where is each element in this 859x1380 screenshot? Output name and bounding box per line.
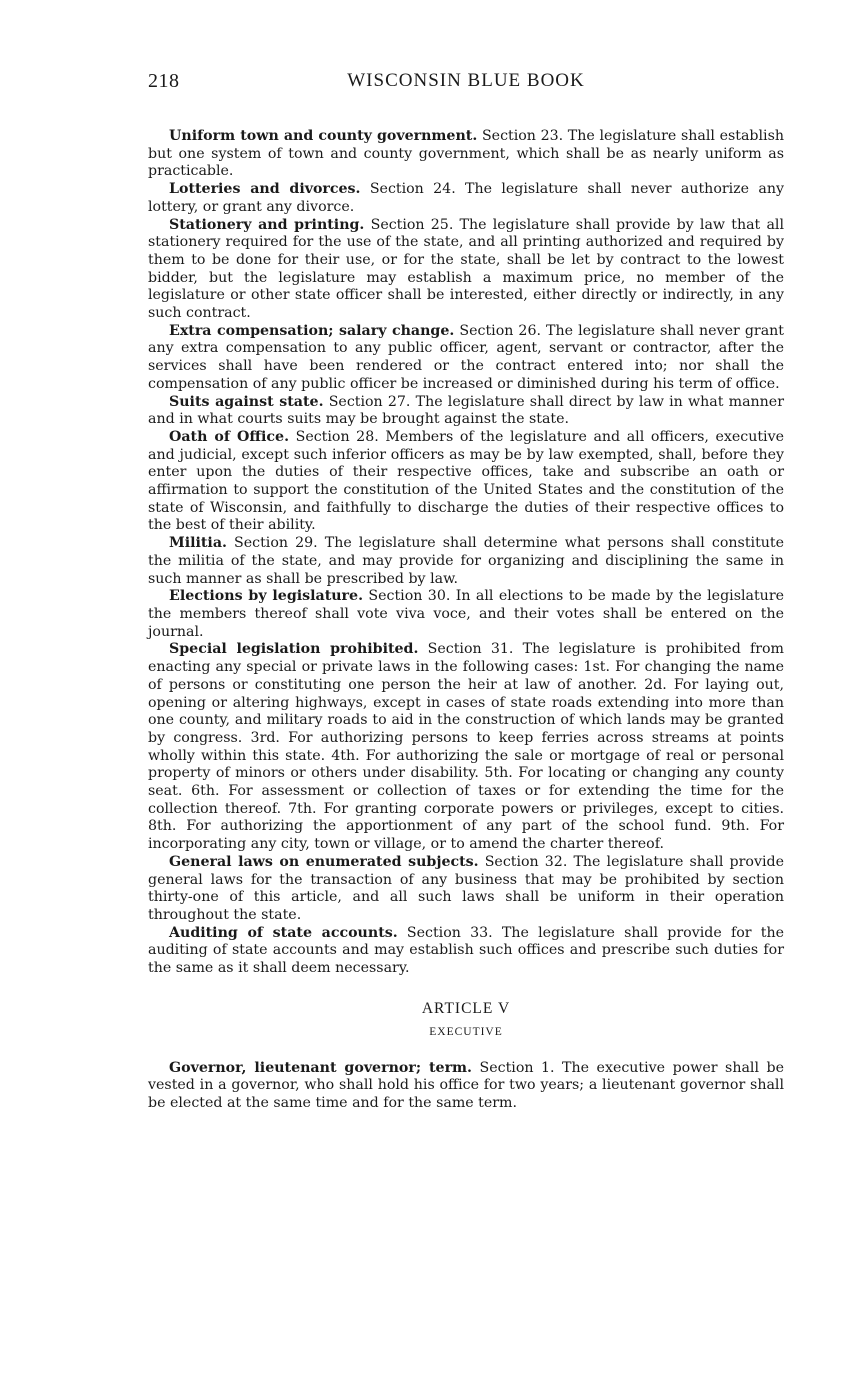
- section-title: Stationery and printing.: [169, 216, 365, 233]
- article-5-section-1: [148, 1060, 784, 1113]
- section-title: Oath of Office.: [169, 428, 290, 445]
- page-number: 218: [148, 70, 180, 92]
- page-header: [148, 66, 784, 96]
- section-26: [148, 323, 784, 394]
- section-title: Uniform town and county government.: [169, 128, 478, 144]
- section-25: [148, 217, 784, 323]
- section-body: Section 30. In all elections to be made by the legislature the members thereof shall vote viva voce, and their votes shall be entered on the journal.: [148, 588, 784, 640]
- section-title: Extra compensation; salary change.: [169, 322, 455, 339]
- section-title: Auditing of state accounts.: [169, 924, 398, 941]
- section-body: Section 29. The legislature shall determine what persons shall constitute the militia of the state, and may provide for organizing and disciplining the same in such manner as shall be prescribed by law.: [148, 535, 785, 587]
- section-body: Section 27. The legislature shall direct by law in what manner and in what courts suits may be brought against the state.: [148, 393, 784, 428]
- article-subheading: EXECUTIVE: [429, 1025, 503, 1038]
- section-title: Elections by legislature.: [169, 588, 364, 605]
- section-body: Section 1. The executive power shall be vested in a governor, who shall hold his office for two years; a lieutenant governor shall be elected at the same time and for the same term.: [148, 1059, 784, 1112]
- section-body: Section 32. The legislature shall provide general laws for the transaction of any business that may be prohibited by section thirty-one of this article, and all such laws shall be uniform in their operation throughout the state.: [148, 853, 784, 923]
- section-body: Section 31. The legislature is prohibited from enacting any special or private laws in the following cases: 1st. For changing the name of persons or constituting one person the heir at law of another. 2d. For laying out, opening or altering highways, except in cases of state roads extending into more than one county, and military roads to aid in the construction of which lands may be granted by congress. 3rd. For authorizing persons to keep ferries across streams at points wholly within this state. 4th. For authorizing the sale or mortgage of real or personal property of minors or others under disability. 5th. For locating or changing any county seat. 6th. For assessment or collection of taxes or for extending the time for the collection thereof. 7th. For granting corporate powers or privileges, except to cities. 8th. For authorizing the apportionment of any part of the school fund. 9th. For incorporating any city, town or village, or to amend the charter thereof.: [148, 641, 785, 853]
- section-body: Section 24. The legislature shall never authorize any lottery, or grant any divorce.: [148, 181, 784, 215]
- running-title: WISCONSIN BLUE BOOK: [347, 70, 585, 91]
- section-title: Suits against state.: [169, 393, 324, 410]
- section-body: Section 33. The legislature shall provide for the auditing of state accounts and may establish such offices and prescribe such duties for the same as it shall deem necessary.: [148, 924, 784, 977]
- article-heading: ARTICLE V: [421, 999, 511, 1017]
- section-body: Section 23. The legislature shall establish but one system of town and county government, which shall be as nearly uniform as practicable.: [148, 128, 784, 180]
- section-24: [148, 181, 784, 216]
- section-title: Governor, lieutenant governor; term.: [169, 1059, 472, 1076]
- section-body: Section 25. The legislature shall provide by law that all stationery required for the use of the state, and all printing authorized and required by them to be done for their use, or for the state, shall be let by contract to the lowest bidder, but the legislature may establish a maximum price, no member of the legislature or other state officer shall be interested, either directly or indirectly, in any such contract.: [148, 216, 784, 322]
- section-32: [148, 854, 784, 925]
- section-title: Special legislation prohibited.: [169, 641, 419, 658]
- section-title: Lotteries and divorces.: [169, 181, 361, 198]
- section-body: Section 26. The legislature shall never grant any extra compensation to any public officer, agent, servant or contractor, after the services shall have been rendered or the contract entered into; nor shall the compensation of any public officer be increased or diminished during his term of office.: [148, 322, 784, 392]
- section-33: [148, 925, 784, 978]
- section-title: General laws on enumerated subjects.: [169, 853, 479, 870]
- section-title: Militia.: [169, 535, 227, 552]
- section-29: [148, 535, 784, 588]
- section-30: [148, 588, 784, 641]
- section-28: [148, 429, 784, 535]
- section-27: [148, 394, 784, 429]
- section-23: [148, 128, 784, 181]
- section-body: Section 28. Members of the legislature and all officers, executive and judicial, except such inferior officers as may be by law exempted, shall, before they enter upon the duties of their respective offices, take and subscribe an oath or affirmation to support the constitution of the United States and the constitution of the state of Wisconsin, and faithfully to discharge the duties of their respective offices to the best of their ability.: [148, 428, 784, 534]
- section-31: [148, 641, 784, 853]
- document-page: [148, 66, 784, 1113]
